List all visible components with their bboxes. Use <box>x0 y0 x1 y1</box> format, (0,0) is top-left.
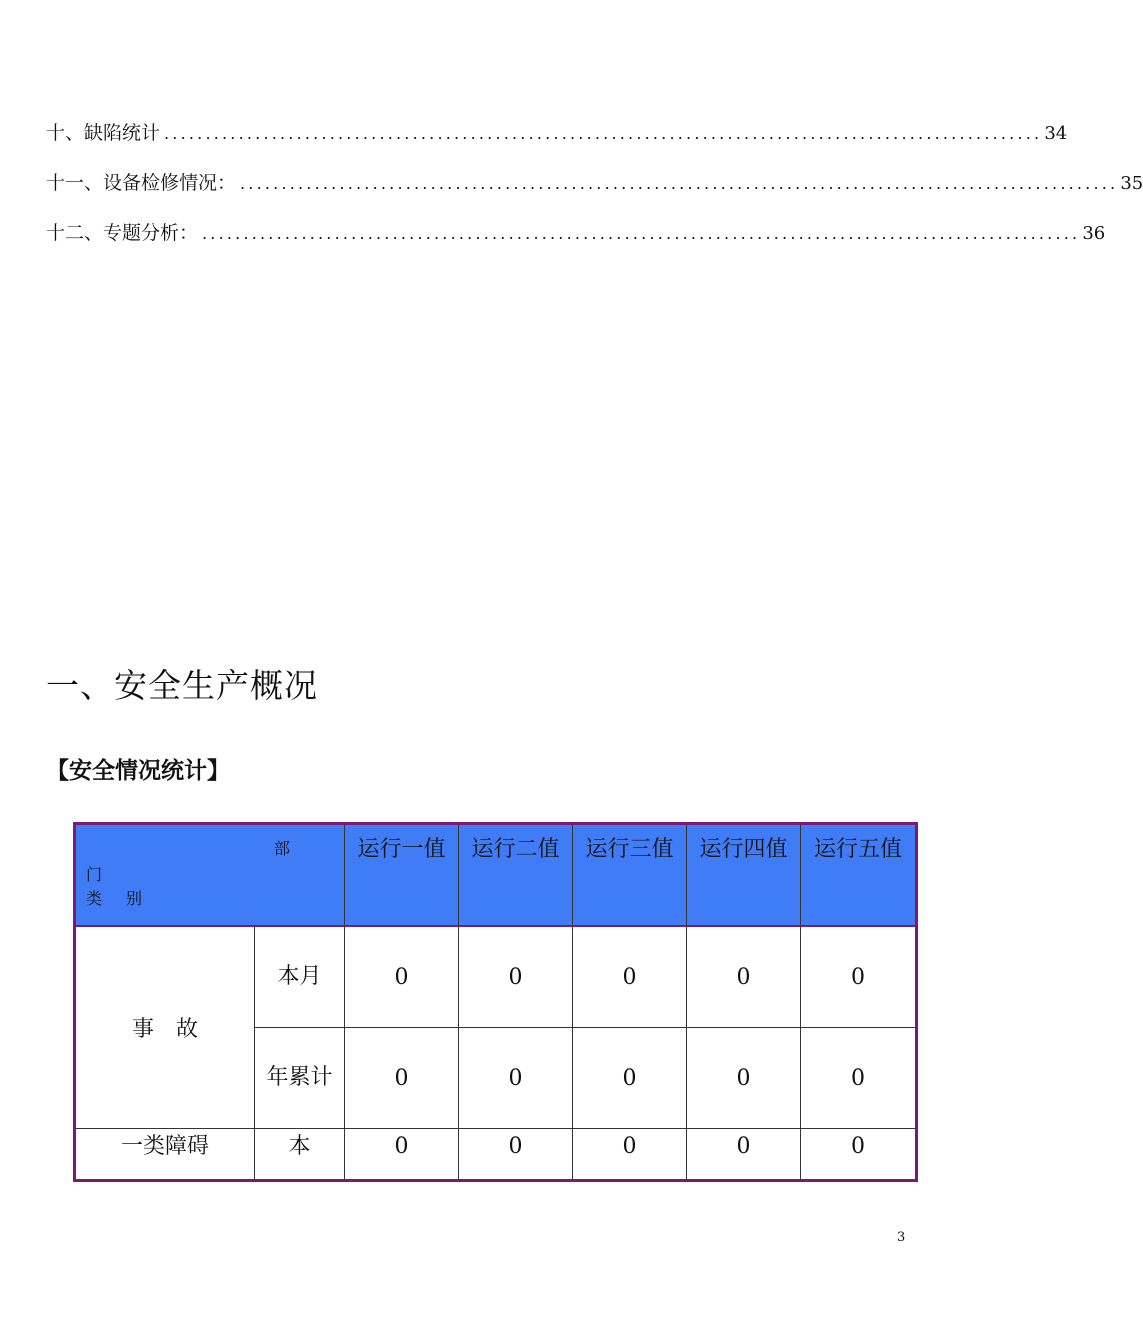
table-corner-cell <box>75 824 345 927</box>
table-header-row <box>75 824 917 927</box>
table-cell: 0 <box>801 926 917 1028</box>
column-header: 运行一值 <box>345 824 459 927</box>
toc-entry[interactable] <box>46 118 1068 168</box>
toc-entry-title: 十一、设备检修情况： <box>46 172 237 194</box>
table-cell: 0 <box>459 1028 573 1129</box>
table-cell: 0 <box>459 926 573 1028</box>
column-header: 运行二值 <box>459 824 573 927</box>
toc-entry-title: 十二、专题分析： <box>46 222 199 244</box>
row-sublabel: 年累计 <box>255 1028 345 1129</box>
table-cell: 0 <box>345 1129 459 1181</box>
toc-entry[interactable] <box>46 218 1106 268</box>
toc-entry-title: 十、缺陷统计 <box>46 122 161 144</box>
toc-page-number: 36 <box>1082 223 1106 244</box>
toc-leader-dots: .......................................................................................................... <box>164 124 1043 143</box>
table-cell: 0 <box>801 1028 917 1129</box>
table-cell: 0 <box>801 1129 917 1181</box>
table-cell: 0 <box>345 926 459 1028</box>
section-heading: 一、安全生产概况 <box>46 666 318 705</box>
row-category: 一类障碍 <box>75 1129 255 1181</box>
toc-leader-dots: .......................................................................................................... <box>240 174 1119 193</box>
table-of-contents <box>46 118 1143 268</box>
column-header: 运行三值 <box>573 824 687 927</box>
column-header: 运行五值 <box>801 824 917 927</box>
table-cell: 0 <box>345 1028 459 1129</box>
table-cell: 0 <box>573 1129 687 1181</box>
toc-leader-dots: .......................................................................................................... <box>202 224 1081 243</box>
page-number: 3 <box>897 1230 906 1245</box>
toc-page-number: 34 <box>1044 123 1068 144</box>
column-header: 运行四值 <box>687 824 801 927</box>
table-cell: 0 <box>459 1129 573 1181</box>
table-cell: 0 <box>687 1028 801 1129</box>
corner-label-mid: 门 <box>86 865 103 884</box>
toc-page-number: 35 <box>1120 173 1143 194</box>
row-category: 事 故 <box>75 926 255 1129</box>
table-row <box>75 1129 917 1181</box>
table-cell: 0 <box>573 926 687 1028</box>
row-sublabel: 本月 <box>255 926 345 1028</box>
subsection-heading: 【安全情况统计】 <box>46 758 230 784</box>
corner-label-bottom: 类别 <box>86 889 167 908</box>
table-row <box>75 926 917 1028</box>
table-cell: 0 <box>573 1028 687 1129</box>
table-cell: 0 <box>687 1129 801 1181</box>
row-sublabel: 本 <box>255 1129 345 1181</box>
safety-statistics-table <box>73 822 918 1182</box>
table-cell: 0 <box>687 926 801 1028</box>
toc-entry[interactable] <box>46 168 1143 218</box>
corner-label-top: 部 <box>274 839 291 858</box>
